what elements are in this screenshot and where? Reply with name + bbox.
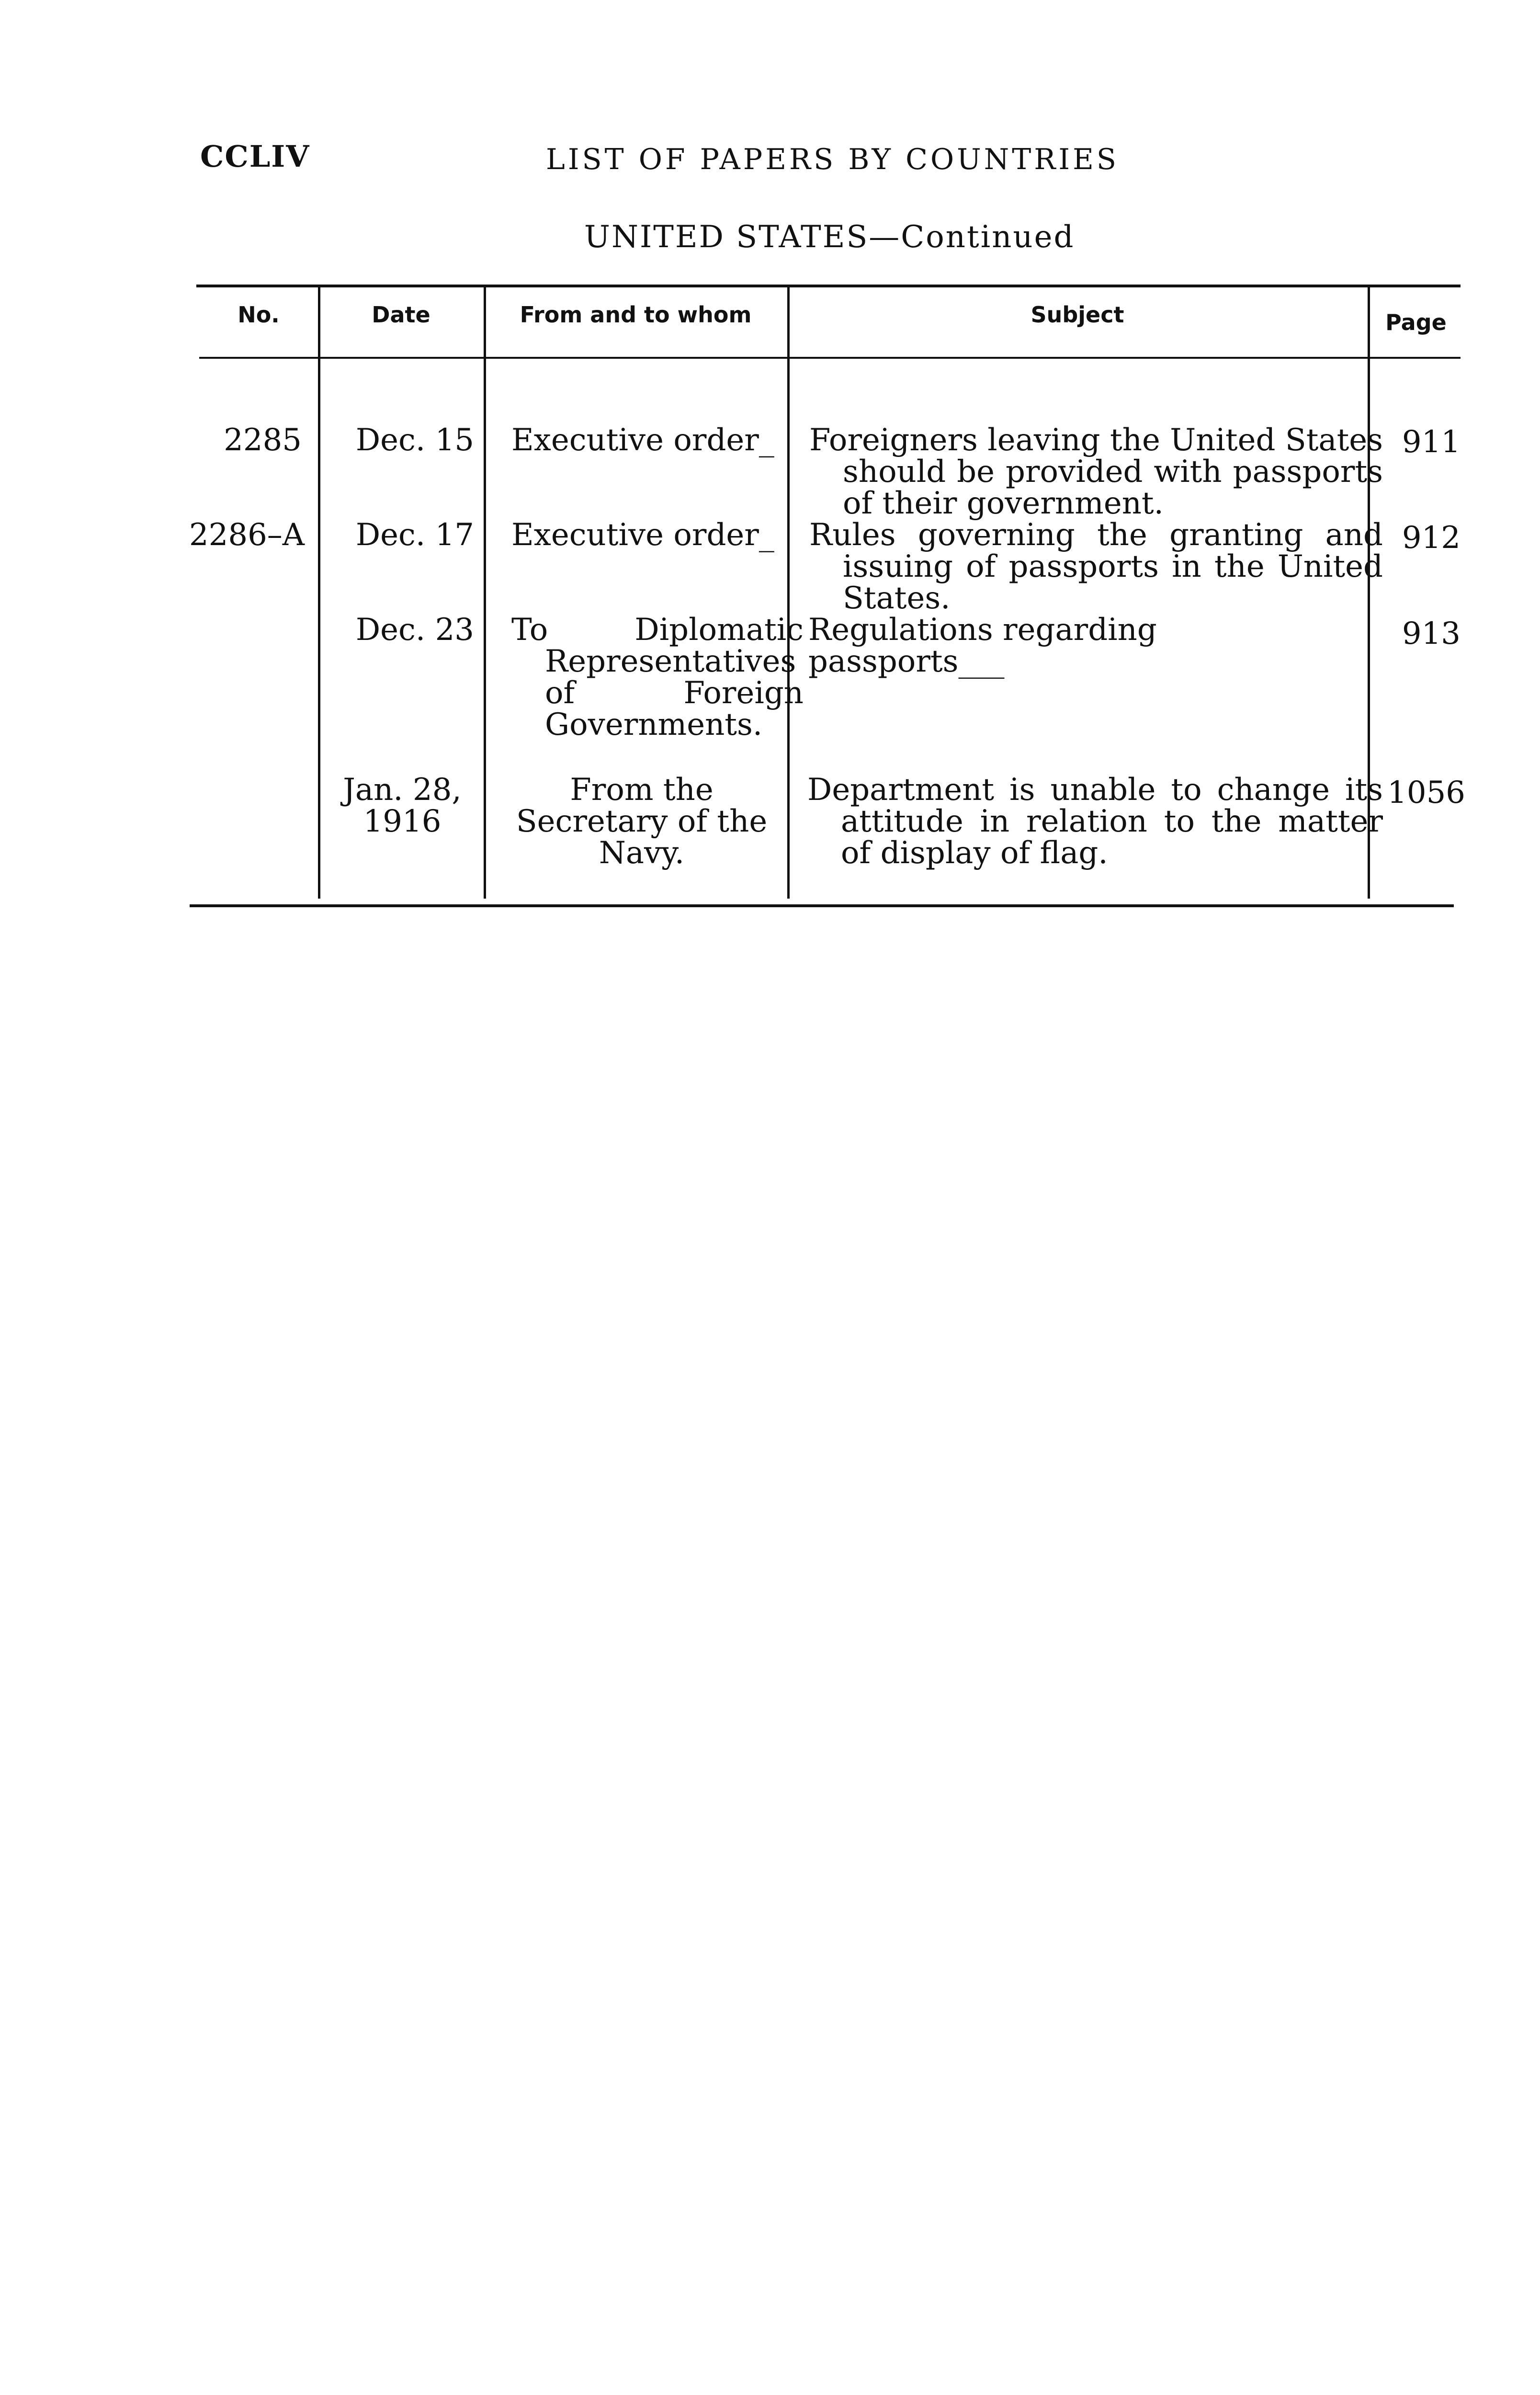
paper-date: Dec. 15 [355, 422, 474, 458]
paper-page: 1056 [1387, 775, 1465, 810]
paper-subject: Rules governing the granting and issuing of passports in the United States. [809, 517, 1383, 616]
column-divider [787, 285, 790, 899]
table-header-rule [199, 357, 1461, 359]
paper-page: 913 [1402, 616, 1461, 651]
table-top-rule [196, 285, 1461, 287]
column-header-subject: Subject [1030, 302, 1124, 328]
column-header-no: No. [238, 302, 280, 328]
column-header-from: From and to whom [520, 302, 752, 328]
section-title: UNITED STATES—Continued [584, 219, 1075, 255]
column-divider [484, 285, 486, 899]
paper-from: From the Secretary of the Navy. [516, 772, 768, 871]
paper-date: Dec. 17 [355, 517, 474, 553]
running-title: LIST OF PAPERS BY COUNTRIES [546, 143, 1120, 176]
column-header-page: Page [1385, 309, 1447, 335]
paper-subject: Department is unable to change its attitude in relation to the matter of display of flag. [807, 772, 1383, 871]
paper-page: 912 [1402, 520, 1461, 556]
paper-subject: Foreigners leaving the United States should be provided with passports of their government. [809, 422, 1383, 521]
column-divider [318, 285, 320, 899]
paper-page: 911 [1402, 424, 1461, 460]
paper-date: Dec. 23 [355, 612, 474, 648]
paper-number: 2286–A [189, 517, 305, 553]
paper-number: 2285 [224, 422, 302, 458]
paper-subject: Regulations regarding passports___ [808, 612, 1157, 679]
paper-from: Executive order_ [511, 517, 774, 553]
paper-from: To Diplomatic Representatives of Foreign Governments. [511, 612, 804, 742]
table-bottom-rule [190, 904, 1454, 907]
paper-from: Executive order_ [511, 422, 774, 458]
page-number: CCLIV [200, 139, 310, 174]
paper-date: Jan. 28, 1916 [343, 772, 462, 839]
column-header-date: Date [372, 302, 430, 328]
